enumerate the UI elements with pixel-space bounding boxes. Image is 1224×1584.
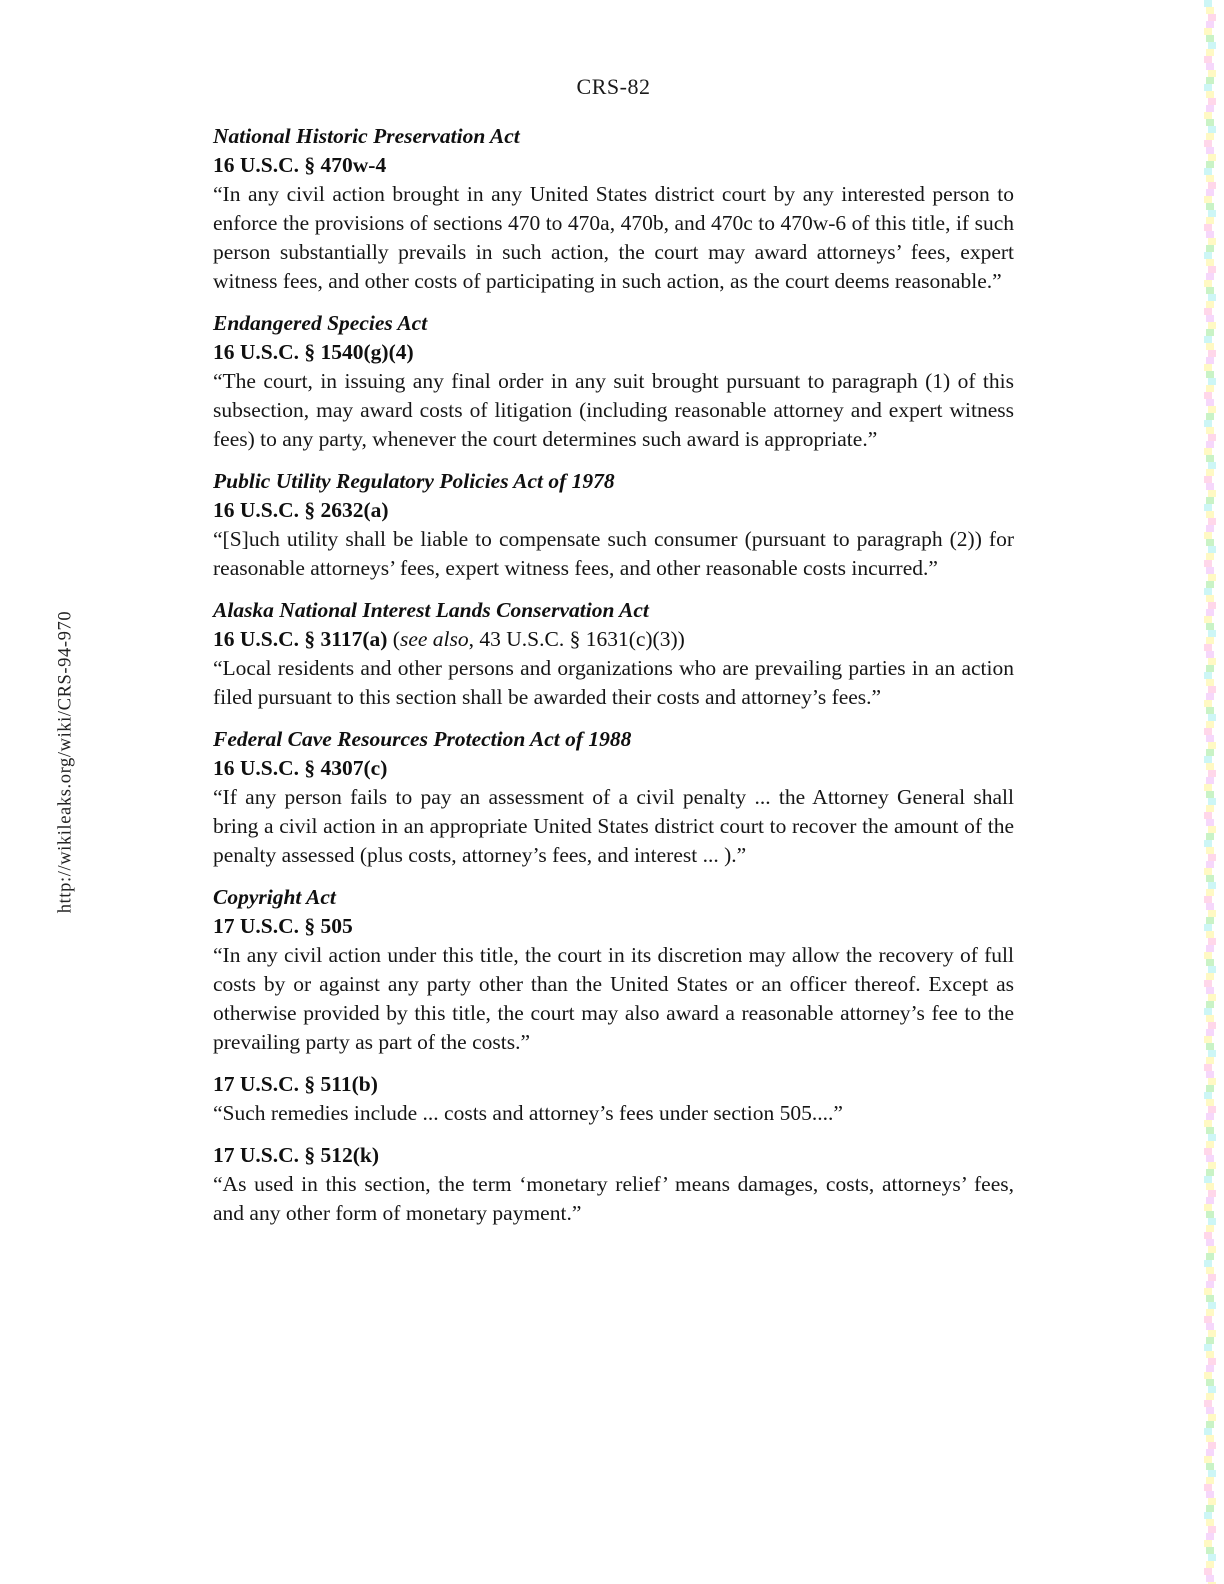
usc-citation <box>213 912 1014 941</box>
edge-pattern-block <box>1204 28 1212 35</box>
edge-pattern-block <box>1204 952 1212 959</box>
act-title: Public Utility Regulatory Policies Act of 1978 <box>213 469 615 493</box>
edge-pattern-block <box>1208 826 1216 833</box>
edge-pattern-block <box>1206 1421 1214 1428</box>
edge-pattern-block <box>1208 714 1216 721</box>
edge-pattern-block <box>1206 1337 1214 1344</box>
edge-pattern-block <box>1204 644 1212 651</box>
edge-pattern-block <box>1204 448 1212 455</box>
usc-citation <box>213 754 1014 783</box>
edge-pattern-block <box>1204 1484 1212 1491</box>
act-title: Federal Cave Resources Protection Act of 1988 <box>213 727 632 751</box>
edge-pattern-block <box>1204 84 1212 91</box>
statute-quote: “If any person fails to pay an assessment of a civil penalty ... the Attorney General shall bring a civil action in an appropriate United States district court to recover the amount of the penalty assessed (plus costs, attorney’s fees, and interest ... ).” <box>213 785 1014 867</box>
edge-pattern-block <box>1208 602 1216 609</box>
edge-pattern-block <box>1206 1533 1214 1540</box>
edge-pattern-block <box>1206 301 1214 308</box>
edge-pattern-block <box>1206 693 1214 700</box>
edge-pattern-block <box>1208 1106 1216 1113</box>
edge-pattern-block <box>1208 490 1216 497</box>
edge-pattern-block <box>1204 756 1212 763</box>
edge-pattern-block <box>1206 1407 1214 1414</box>
edge-pattern-block <box>1206 1435 1214 1442</box>
edge-pattern-block <box>1206 287 1214 294</box>
usc-citation <box>213 151 1014 180</box>
edge-pattern-block <box>1206 987 1214 994</box>
edge-pattern-block <box>1204 560 1212 567</box>
edge-pattern-block <box>1206 539 1214 546</box>
edge-pattern-block <box>1206 1561 1214 1568</box>
edge-pattern-block <box>1206 189 1214 196</box>
edge-pattern-block <box>1208 126 1216 133</box>
edge-pattern-block <box>1206 1211 1214 1218</box>
edge-pattern-block <box>1208 546 1216 553</box>
edge-pattern-block <box>1208 294 1216 301</box>
edge-pattern-block <box>1206 1169 1214 1176</box>
edge-pattern-block <box>1208 1134 1216 1141</box>
usc-citation <box>213 1141 1014 1170</box>
edge-pattern-block <box>1206 1267 1214 1274</box>
edge-pattern-block <box>1208 1218 1216 1225</box>
edge-pattern-block <box>1206 21 1214 28</box>
edge-pattern-block <box>1206 581 1214 588</box>
edge-pattern-block <box>1208 770 1216 777</box>
edge-pattern-block <box>1206 1393 1214 1400</box>
edge-pattern-block <box>1208 182 1216 189</box>
edge-pattern-block <box>1204 868 1212 875</box>
edge-pattern-block <box>1204 532 1212 539</box>
wikileaks-url-watermark: http://wikileaks.org/wiki/CRS-94-970 <box>55 610 76 914</box>
edge-pattern-block <box>1204 476 1212 483</box>
edge-pattern-block <box>1208 238 1216 245</box>
edge-pattern-block <box>1206 483 1214 490</box>
edge-pattern-block <box>1206 469 1214 476</box>
edge-pattern-block <box>1206 861 1214 868</box>
edge-pattern-block <box>1208 70 1216 77</box>
edge-pattern-block <box>1206 441 1214 448</box>
statute-quote: “[S]uch utility shall be liable to compensate such consumer (pursuant to paragraph (2)) for reasonable attorneys’ fees, expert witness fees, and other reasonable costs incurred.” <box>213 527 1014 580</box>
edge-pattern-block <box>1206 273 1214 280</box>
edge-pattern-block <box>1206 833 1214 840</box>
edge-pattern-block <box>1206 315 1214 322</box>
edge-pattern-block <box>1204 924 1212 931</box>
statute-list <box>213 122 1014 1241</box>
statute-section <box>213 596 1014 712</box>
edge-pattern-block <box>1204 784 1212 791</box>
edge-pattern-block <box>1206 805 1214 812</box>
edge-pattern-block <box>1208 1274 1216 1281</box>
edge-pattern-block <box>1206 1085 1214 1092</box>
edge-pattern-block <box>1208 1302 1216 1309</box>
edge-pattern-block <box>1204 1428 1212 1435</box>
edge-pattern-block <box>1206 959 1214 966</box>
edge-pattern-block <box>1208 1526 1216 1533</box>
act-title: Alaska National Interest Lands Conservation Act <box>213 598 649 622</box>
edge-pattern-block <box>1204 420 1212 427</box>
edge-pattern-block <box>1206 455 1214 462</box>
edge-pattern-block <box>1206 1365 1214 1372</box>
edge-pattern-block <box>1208 1414 1216 1421</box>
citation-part: 17 U.S.C. § 511(b) <box>213 1072 378 1096</box>
edge-pattern-block <box>1206 1225 1214 1232</box>
edge-pattern-block <box>1206 735 1214 742</box>
edge-pattern-block <box>1206 1099 1214 1106</box>
edge-pattern-block <box>1208 658 1216 665</box>
edge-pattern-block <box>1206 1043 1214 1050</box>
edge-pattern-block <box>1208 1162 1216 1169</box>
edge-pattern-block <box>1208 938 1216 945</box>
edge-pattern-block <box>1204 980 1212 987</box>
edge-pattern-block <box>1204 812 1212 819</box>
edge-pattern-block <box>1208 518 1216 525</box>
edge-pattern-block <box>1204 896 1212 903</box>
statute-section <box>213 1141 1014 1228</box>
edge-pattern-block <box>1206 1253 1214 1260</box>
edge-pattern-block <box>1206 1183 1214 1190</box>
edge-pattern-block <box>1204 112 1212 119</box>
edge-pattern-block <box>1206 357 1214 364</box>
edge-pattern-block <box>1206 763 1214 770</box>
edge-pattern-block <box>1206 819 1214 826</box>
edge-pattern-block <box>1206 427 1214 434</box>
edge-pattern-block <box>1208 210 1216 217</box>
edge-pattern-block <box>1206 567 1214 574</box>
edge-pattern-block <box>1206 511 1214 518</box>
edge-pattern-block <box>1206 1477 1214 1484</box>
edge-pattern-block <box>1206 707 1214 714</box>
act-title: National Historic Preservation Act <box>213 124 520 148</box>
edge-pattern-block <box>1208 574 1216 581</box>
edge-pattern-block <box>1204 1148 1212 1155</box>
edge-pattern-block <box>1208 154 1216 161</box>
edge-pattern-block <box>1206 1519 1214 1526</box>
edge-pattern-block <box>1206 1309 1214 1316</box>
act-title: Endangered Species Act <box>213 311 428 335</box>
statute-quote: “As used in this section, the term ‘monetary relief’ means damages, costs, attorneys’ fees, and any other form of monetary payment.” <box>213 1172 1014 1225</box>
edge-pattern-block <box>1206 1491 1214 1498</box>
statute-quote: “In any civil action brought in any United States district court by any interested person to enforce the provisions of sections 470 to 470a, 470b, and 470c to 470w-6 of this title, if such person substantially prevails in such action, the court may award attorneys’ fees, expert witness fees, and other costs of participating in such action, as the court deems reasonable.” <box>213 182 1014 293</box>
citation-part: , 43 U.S.C. § 1631(c)(3)) <box>468 627 685 651</box>
edge-pattern-block <box>1206 231 1214 238</box>
edge-pattern-block <box>1206 329 1214 336</box>
edge-pattern-block <box>1206 1575 1214 1582</box>
usc-citation <box>213 338 1014 367</box>
edge-pattern-block <box>1204 364 1212 371</box>
edge-pattern-block <box>1204 504 1212 511</box>
edge-pattern-block <box>1204 1540 1212 1547</box>
edge-pattern-block <box>1206 161 1214 168</box>
edge-pattern-block <box>1206 119 1214 126</box>
citation-part: 16 U.S.C. § 3117(a) <box>213 627 393 651</box>
edge-pattern-block <box>1208 854 1216 861</box>
edge-pattern-block <box>1206 245 1214 252</box>
edge-pattern-block <box>1208 1442 1216 1449</box>
edge-pattern-block <box>1208 1498 1216 1505</box>
edge-pattern-block <box>1206 1323 1214 1330</box>
edge-pattern-block <box>1208 1190 1216 1197</box>
edge-pattern-block <box>1208 1358 1216 1365</box>
edge-pattern-block <box>1208 882 1216 889</box>
edge-pattern-block <box>1204 56 1212 63</box>
statute-quote: “Such remedies include ... costs and attorney’s fees under section 505....” <box>213 1101 843 1125</box>
edge-pattern-block <box>1204 1512 1212 1519</box>
edge-pattern-block <box>1206 1113 1214 1120</box>
citation-part: 16 U.S.C. § 2632(a) <box>213 498 389 522</box>
edge-pattern-block <box>1204 616 1212 623</box>
edge-pattern-block <box>1208 322 1216 329</box>
edge-pattern-block <box>1206 1463 1214 1470</box>
edge-pattern-block <box>1206 1155 1214 1162</box>
edge-pattern-block <box>1206 1379 1214 1386</box>
edge-pattern-block <box>1206 525 1214 532</box>
edge-pattern-block <box>1206 217 1214 224</box>
edge-pattern-block <box>1206 679 1214 686</box>
edge-pattern-block <box>1204 1232 1212 1239</box>
edge-pattern-block <box>1206 1281 1214 1288</box>
usc-citation <box>213 1070 1014 1099</box>
edge-pattern-block <box>1206 175 1214 182</box>
edge-pattern-block <box>1206 1015 1214 1022</box>
edge-pattern-block <box>1206 1449 1214 1456</box>
edge-pattern-block <box>1206 637 1214 644</box>
edge-pattern-block <box>1206 749 1214 756</box>
edge-pattern-block <box>1206 259 1214 266</box>
edge-pattern-block <box>1206 1029 1214 1036</box>
edge-pattern-block <box>1206 1295 1214 1302</box>
edge-pattern-block <box>1208 910 1216 917</box>
edge-pattern-block <box>1206 399 1214 406</box>
edge-pattern-block <box>1204 1204 1212 1211</box>
edge-pattern-block <box>1206 791 1214 798</box>
edge-pattern-block <box>1208 742 1216 749</box>
citation-part: 16 U.S.C. § 1540(g)(4) <box>213 340 414 364</box>
edge-pattern-block <box>1206 1071 1214 1078</box>
edge-pattern-block <box>1208 462 1216 469</box>
edge-pattern-block <box>1208 98 1216 105</box>
usc-citation <box>213 496 1014 525</box>
edge-pattern-block <box>1208 686 1216 693</box>
edge-pattern-block <box>1206 105 1214 112</box>
edge-pattern-block <box>1204 1036 1212 1043</box>
edge-pattern-block <box>1206 1057 1214 1064</box>
page-edge-scan-pattern <box>1204 0 1218 1584</box>
edge-pattern-block <box>1204 0 1212 7</box>
edge-pattern-block <box>1208 42 1216 49</box>
edge-pattern-block <box>1204 1456 1212 1463</box>
edge-pattern-block <box>1204 1092 1212 1099</box>
edge-pattern-block <box>1208 14 1216 21</box>
edge-pattern-block <box>1206 385 1214 392</box>
edge-pattern-block <box>1208 1078 1216 1085</box>
edge-pattern-block <box>1208 798 1216 805</box>
edge-pattern-block <box>1204 1176 1212 1183</box>
edge-pattern-block <box>1208 434 1216 441</box>
citation-part: see also <box>399 627 469 651</box>
edge-pattern-block <box>1204 224 1212 231</box>
edge-pattern-block <box>1206 609 1214 616</box>
edge-pattern-block <box>1206 77 1214 84</box>
edge-pattern-block <box>1206 623 1214 630</box>
edge-pattern-block <box>1206 1001 1214 1008</box>
edge-pattern-block <box>1206 875 1214 882</box>
edge-pattern-block <box>1208 378 1216 385</box>
edge-pattern-block <box>1206 147 1214 154</box>
edge-pattern-block <box>1206 721 1214 728</box>
edge-pattern-block <box>1204 1064 1212 1071</box>
edge-pattern-block <box>1206 973 1214 980</box>
edge-pattern-block <box>1206 553 1214 560</box>
edge-pattern-block <box>1204 1008 1212 1015</box>
citation-part: 16 U.S.C. § 4307(c) <box>213 756 388 780</box>
edge-pattern-block <box>1204 140 1212 147</box>
edge-pattern-block <box>1208 266 1216 273</box>
edge-pattern-block <box>1206 1351 1214 1358</box>
edge-pattern-block <box>1206 203 1214 210</box>
edge-pattern-block <box>1204 392 1212 399</box>
act-title: Copyright Act <box>213 885 336 909</box>
usc-citation <box>213 625 1014 654</box>
edge-pattern-block <box>1204 1568 1212 1575</box>
edge-pattern-block <box>1206 777 1214 784</box>
edge-pattern-block <box>1206 665 1214 672</box>
edge-pattern-block <box>1208 630 1216 637</box>
edge-pattern-block <box>1204 308 1212 315</box>
citation-part: ( <box>392 627 400 651</box>
edge-pattern-block <box>1206 35 1214 42</box>
edge-pattern-block <box>1208 1330 1216 1337</box>
edge-pattern-block <box>1208 966 1216 973</box>
edge-pattern-block <box>1206 1547 1214 1554</box>
edge-pattern-block <box>1206 91 1214 98</box>
edge-pattern-block <box>1206 49 1214 56</box>
edge-pattern-block <box>1206 1141 1214 1148</box>
edge-pattern-block <box>1204 1260 1212 1267</box>
edge-pattern-block <box>1206 413 1214 420</box>
edge-pattern-block <box>1204 280 1212 287</box>
citation-part: 16 U.S.C. § 470w-4 <box>213 153 387 177</box>
edge-pattern-block <box>1206 343 1214 350</box>
edge-pattern-block <box>1206 1127 1214 1134</box>
edge-pattern-block <box>1204 1316 1212 1323</box>
edge-pattern-block <box>1206 917 1214 924</box>
edge-pattern-block <box>1206 903 1214 910</box>
edge-pattern-block <box>1206 889 1214 896</box>
edge-pattern-block <box>1206 497 1214 504</box>
edge-pattern-block <box>1206 931 1214 938</box>
edge-pattern-block <box>1208 1022 1216 1029</box>
edge-pattern-block <box>1208 994 1216 1001</box>
citation-part: 17 U.S.C. § 505 <box>213 914 353 938</box>
edge-pattern-block <box>1204 1400 1212 1407</box>
edge-pattern-block <box>1204 1288 1212 1295</box>
statute-section <box>213 1070 1014 1128</box>
edge-pattern-block <box>1206 371 1214 378</box>
page-number-header: CRS-82 <box>576 74 651 99</box>
statute-section <box>213 467 1014 583</box>
edge-pattern-block <box>1204 700 1212 707</box>
edge-pattern-block <box>1206 7 1214 14</box>
edge-pattern-block <box>1206 1239 1214 1246</box>
edge-pattern-block <box>1208 1050 1216 1057</box>
edge-pattern-block <box>1206 1505 1214 1512</box>
citation-part: 17 U.S.C. § 512(k) <box>213 1143 380 1167</box>
edge-pattern-block <box>1208 1554 1216 1561</box>
edge-pattern-block <box>1204 840 1212 847</box>
edge-pattern-block <box>1206 595 1214 602</box>
edge-pattern-block <box>1204 672 1212 679</box>
edge-pattern-block <box>1206 133 1214 140</box>
edge-pattern-block <box>1206 847 1214 854</box>
edge-pattern-block <box>1208 406 1216 413</box>
edge-pattern-block <box>1204 252 1212 259</box>
statute-quote: “The court, in issuing any final order in any suit brought pursuant to paragraph (1) of this subsection, may award costs of litigation (including reasonable attorney and expert witness fees) to any party, whenever the court determines such award is appropriate.” <box>213 369 1014 451</box>
edge-pattern-block <box>1208 1246 1216 1253</box>
edge-pattern-block <box>1204 336 1212 343</box>
edge-pattern-block <box>1204 168 1212 175</box>
edge-pattern-block <box>1208 350 1216 357</box>
edge-pattern-block <box>1204 1120 1212 1127</box>
statute-section <box>213 122 1014 296</box>
edge-pattern-block <box>1204 1372 1212 1379</box>
edge-pattern-block <box>1206 1197 1214 1204</box>
edge-pattern-block <box>1204 1344 1212 1351</box>
edge-pattern-block <box>1204 196 1212 203</box>
statute-quote: “In any civil action under this title, the court in its discretion may allow the recovery of full costs by or against any party other than the United States or an officer thereof. Except as otherwise provided by this title, the court may also award a reasonable attorney’s fee to the prevailing party as part of the costs.” <box>213 943 1014 1054</box>
edge-pattern-block <box>1204 728 1212 735</box>
edge-pattern-block <box>1206 945 1214 952</box>
edge-pattern-block <box>1208 1386 1216 1393</box>
edge-pattern-block <box>1206 651 1214 658</box>
statute-section <box>213 883 1014 1057</box>
statute-section <box>213 309 1014 454</box>
statute-quote: “Local residents and other persons and organizations who are prevailing parties in an action filed pursuant to this section shall be awarded their costs and attorney’s fees.” <box>213 656 1014 709</box>
edge-pattern-block <box>1206 63 1214 70</box>
edge-pattern-block <box>1204 588 1212 595</box>
statute-section <box>213 725 1014 870</box>
edge-pattern-block <box>1208 1470 1216 1477</box>
